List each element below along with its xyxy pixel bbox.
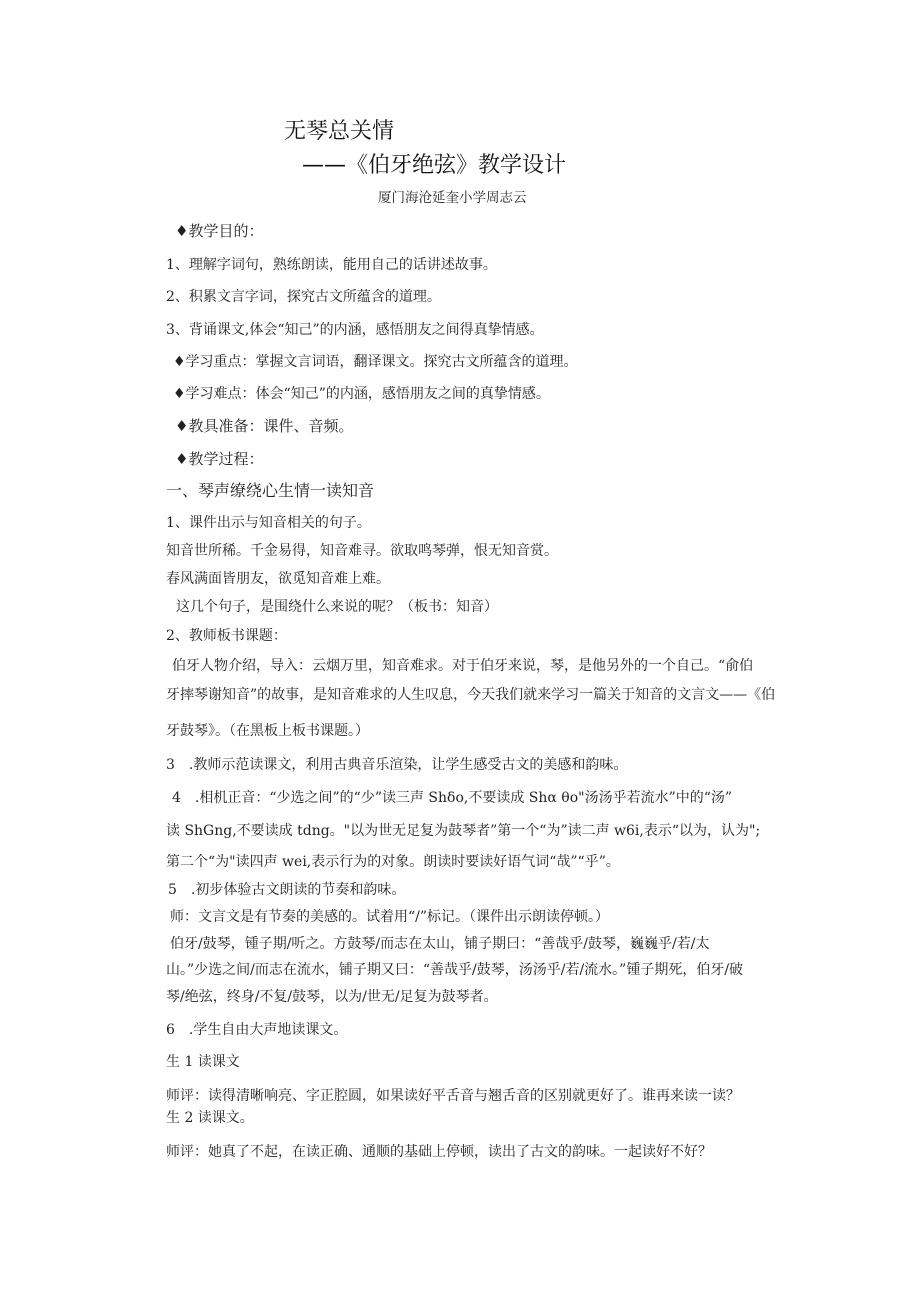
text-line: 伯牙人物介绍，导入：云烟万里，知音难求。对于伯牙来说，琴，是他另外的一个自己。“俞伯	[172, 658, 754, 674]
text-line: 3 .教师示范读课文，利用古典音乐渲染，让学生感受古文的美感和韵味。	[166, 757, 628, 773]
document-subtitle: ——《伯牙绝弦》教学设计	[302, 153, 567, 178]
text-line: 牙鼓琴》。（在黑板上板书课题。）	[166, 723, 369, 739]
text-line: 第二个“为"读四声 wei,表示行为的对象。朗读时要读好语气词“哉”“乎”。	[166, 854, 620, 870]
text-line: 2、积累文言字词，探究古文所蕴含的道理。	[166, 289, 441, 305]
document-title: 无琴总关情	[284, 119, 395, 144]
text-line: 春风满面皆朋友，欲觅知音难上难。	[166, 571, 390, 587]
text-line: 琴/绝弦，终身/不复/鼓琴，以为/世无/足复为鼓琴者。	[166, 989, 498, 1005]
text-line: ♦教具准备：课件、音频。	[175, 417, 354, 435]
text-line: 生 2 读课文。	[166, 1110, 254, 1126]
text-line: 5 .初步体验古文朗读的节奏和韵味。	[168, 882, 406, 898]
text-line: 师：文言文是有节奏的美感的。试着用“/”标记。（课件出示朗读停顿。）	[170, 909, 610, 925]
text-line: ♦教学目的：	[175, 222, 264, 240]
text-line: 3、背诵课文,体会“知己”的内涵，感悟朋友之间得真挚情感。	[166, 322, 544, 338]
text-line: 牙摔琴谢知音”的故事，是知音难求的人生叹息，今天我们就来学习一篇关于知音的文言文——《伯	[166, 687, 776, 703]
text-line: 读 ShGng,不要读成 tdng。"以为世无足复为鼓琴者”第一个“为”读二声 w6i,表示“以为，认为";	[166, 823, 761, 839]
text-line: 2、教师板书课题：	[166, 628, 287, 644]
author-line: 厦门海沧延奎小学周志云	[378, 190, 527, 206]
text-line: 生 1 读课文	[166, 1054, 240, 1070]
text-line: 山。”少选之间/而志在流水，铺子期又曰：“善哉乎/鼓琴，汤汤乎/若/流水。”锺子期死，伯牙/破	[166, 962, 744, 978]
text-line: 一、琴声缭绕心生情一读知音	[166, 481, 375, 500]
text-line: 伯牙/鼓琴，锺子期/听之。方鼓琴/而志在太山，铺子期曰：“善哉乎/鼓琴，巍巍乎/若/太	[170, 936, 710, 952]
text-line: ♦学习重点：掌握文言词语，翻译课文。探究古文所蕴含的道理。	[173, 354, 578, 370]
text-line: ♦学习难点：体会“知己”的内涵，感悟朋友之间的真挚情感。	[173, 386, 550, 402]
text-line: 4 .相机正音：“少选之间”的“少”读三声 Shδo,不要读成 Shα θo"汤汤乎若流水”中的“汤”	[172, 790, 733, 806]
text-line: ♦教学过程：	[175, 450, 264, 468]
text-line: 这几个句子，是围绕什么来说的呢？（板书：知音）	[176, 599, 498, 615]
text-line: 师评：她真了不起，在读正确、通顺的基础上停顿，读出了古文的韵味。一起读好不好？	[166, 1144, 712, 1160]
text-line: 6 .学生自由大声地读课文。	[166, 1022, 348, 1038]
text-line: 1、课件出示与知音相关的句子。	[166, 515, 371, 531]
text-line: 1、理解字词句，熟练朗读，能用自己的话讲述故事。	[166, 257, 497, 273]
text-line: 知音世所稀。千金易得，知音难寻。欲取鸣琴弹，恨无知音赏。	[166, 543, 558, 559]
text-line: 师评：读得清晰响亮、字正腔圆，如果读好平舌音与翘舌音的区别就更好了。谁再来读一读？	[166, 1088, 740, 1104]
